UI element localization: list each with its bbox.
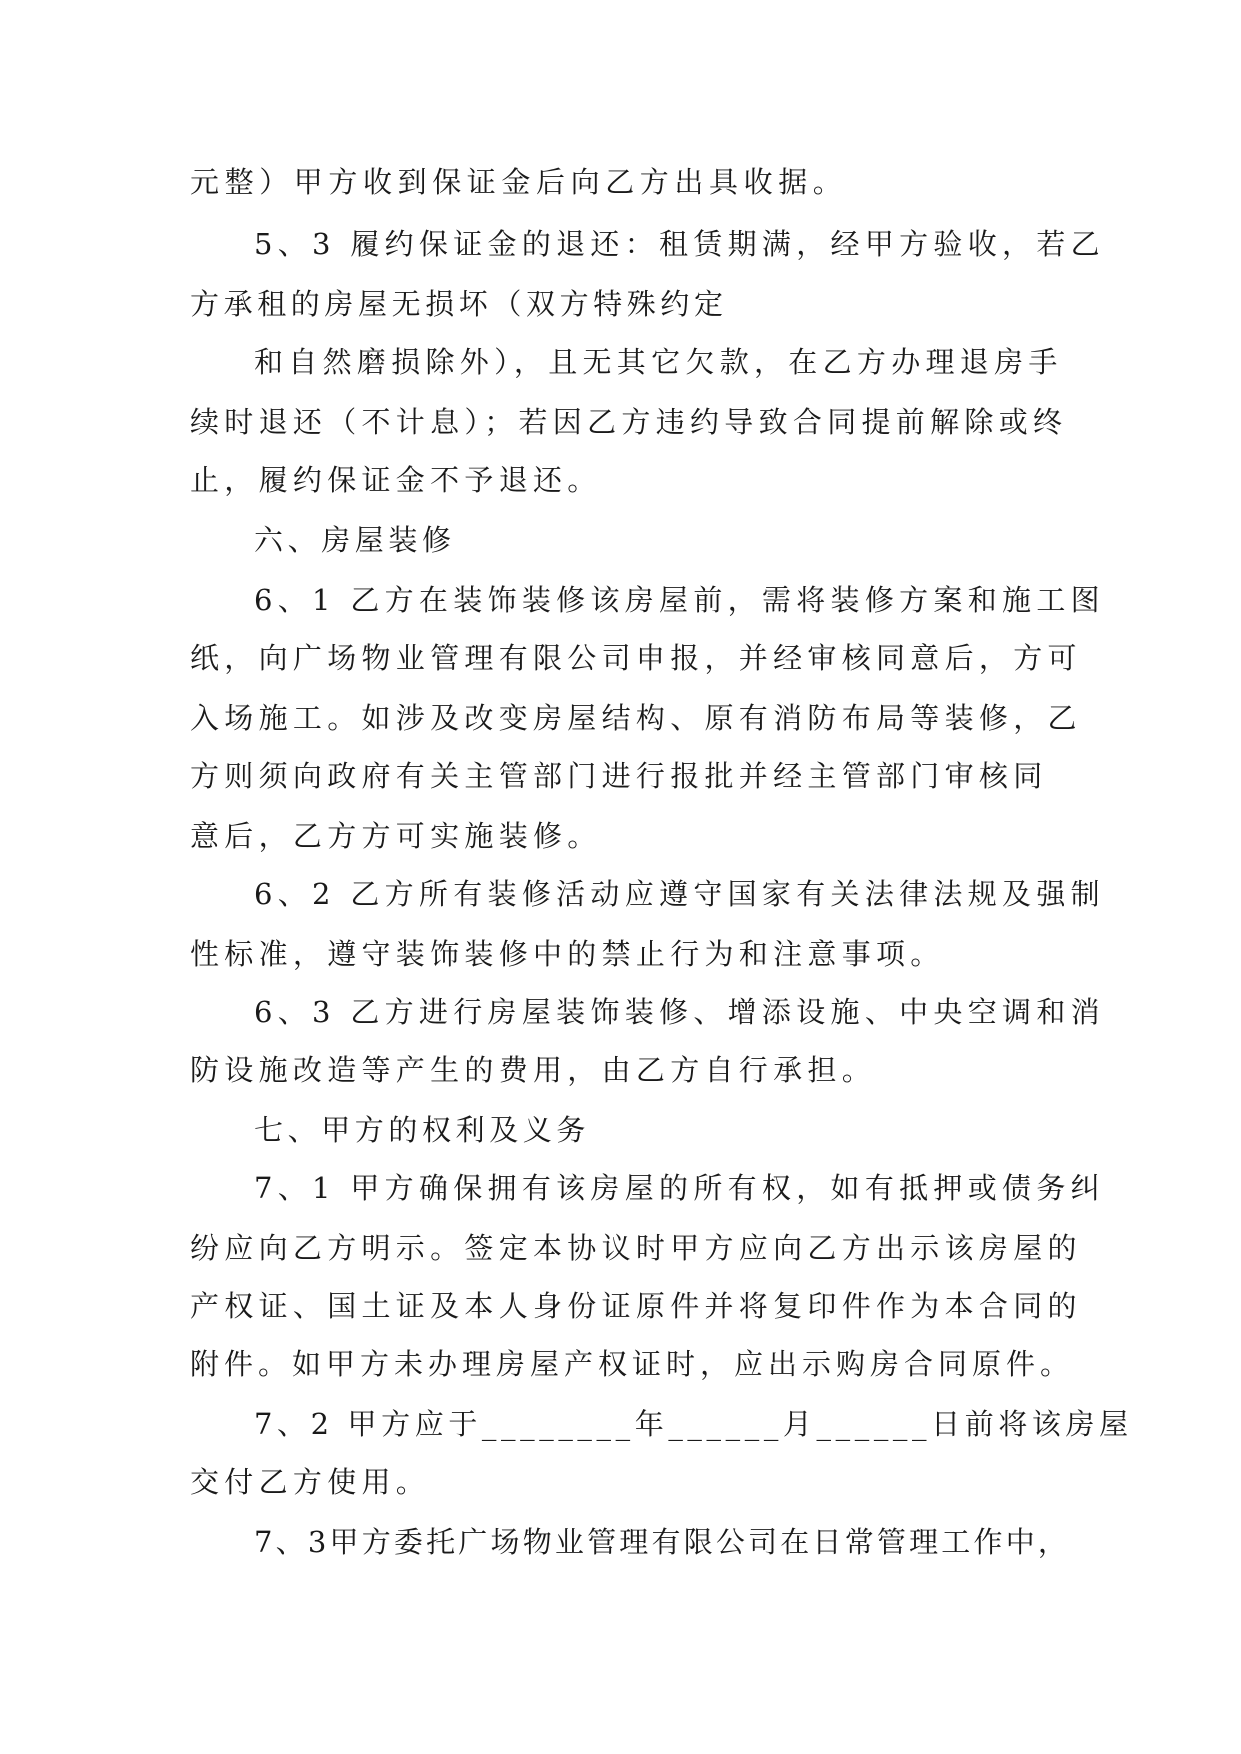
text-line: 产权证、国土证及本人身份证原件并将复印件作为本合同的 [190,1289,1082,1323]
text-line: 交付乙方使用。 [190,1465,431,1499]
text-line: 防设施改造等产生的费用，由乙方自行承担。 [190,1053,877,1087]
text-line: 续时退还（不计息）；若因乙方违约导致合同提前解除或终 [190,405,1068,439]
text-line: 入场施工。如涉及改变房屋结构、原有消防布局等装修，乙 [190,701,1082,735]
text-line: 元整）甲方收到保证金后向乙方出具收据。 [190,165,848,199]
text-line: 性标准，遵守装饰装修中的禁止行为和注意事项。 [190,937,945,971]
text-line: 附件。如甲方未办理房屋产权证时，应出示购房合同原件。 [190,1347,1075,1381]
text-line: 纸，向广场物业管理有限公司申报，并经审核同意后，方可 [190,641,1082,675]
text-line: 和自然磨损除外），且无其它欠款，在乙方办理退房手 [254,345,1063,379]
text-line: 意后，乙方方可实施装修。 [190,819,602,853]
text-line: 止，履约保证金不予退还。 [190,463,602,497]
clause-6-3-line: 6、3 乙方进行房屋装饰装修、增添设施、中央空调和消 [254,995,1105,1029]
text-line: 纷应向乙方明示。签定本协议时甲方应向乙方出示该房屋的 [190,1231,1082,1265]
clause-7-2-line: 7、2 甲方应于________年______月______日前将该房屋 [254,1407,1133,1441]
section-heading-party-a-rights: 七、甲方的权利及义务 [254,1113,591,1147]
clause-5-3-heading-line: 5、3 履约保证金的退还：租赁期满，经甲方验收，若乙 [254,227,1105,261]
clause-6-1-line: 6、1 乙方在装饰装修该房屋前，需将装修方案和施工图 [254,583,1105,617]
clause-6-2-line: 6、2 乙方所有装修活动应遵守国家有关法律法规及强制 [254,877,1105,911]
clause-7-1-line: 7、1 甲方确保拥有该房屋的所有权，如有抵押或债务纠 [254,1171,1105,1205]
text-line: 方则须向政府有关主管部门进行报批并经主管部门审核同 [190,759,1048,793]
section-heading-renovation: 六、房屋装修 [254,523,456,557]
clause-7-3-line: 7、3甲方委托广场物业管理有限公司在日常管理工作中， [254,1525,1071,1559]
text-line: 方承租的房屋无损坏（双方特殊约定 [190,287,728,321]
